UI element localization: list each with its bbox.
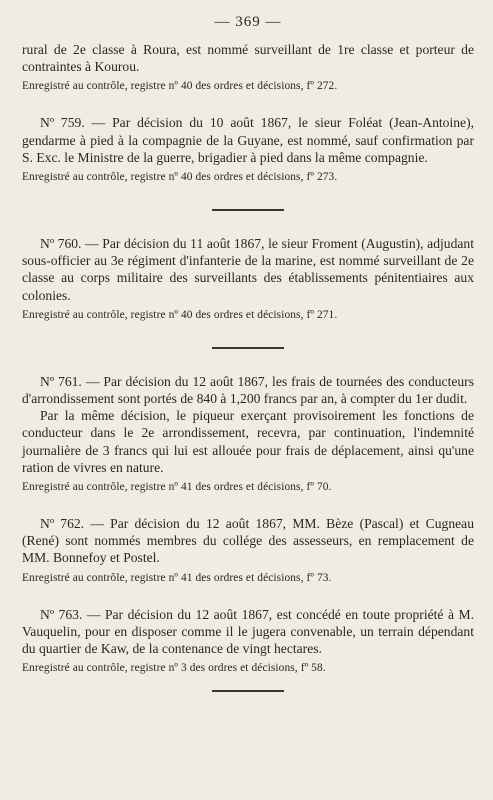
registration-note: Enregistré au contrôle, registre nº 3 des ordres et décisions, fº 58. — [22, 662, 326, 675]
spacer — [22, 586, 474, 606]
registration-note: Enregistré au contrôle, registre nº 41 des ordres et décisions, fº 70. — [22, 481, 332, 494]
entry-text: Nº 760. — Par décision du 11 août 1867, le sieur Froment (Augustin), adjudant sous-officier au 3e régiment d'infanterie de la marine, est nommé surveillant de 2e classe au corps militaire des surveillants des établissements pénitentiaires aux colonies. — [22, 236, 474, 303]
section-divider — [212, 347, 284, 349]
entry-text-continuation: Par la même décision, le piqueur exerçant provisoirement les fonctions de conducteur dans le 2e arrondissement, recevra, par continuation, l'indemnité journalière de 3 francs qui lui est allouée pour frais de déplacement, ainsi qu'une ration de vivres en nature. — [22, 408, 474, 475]
section-divider — [212, 209, 284, 211]
page-number: — 369 — — [214, 14, 282, 30]
entry-text: Nº 763. — Par décision du 12 août 1867, est concédé en toute propriété à M. Vauquelin, pour en disposer comme il le jugera convenable, un terrain dépendant du quartier de Kaw, de la contenance de vingt hectares. — [22, 606, 474, 657]
entry-763 — [22, 606, 474, 677]
spacer — [22, 495, 474, 515]
entry-762 — [22, 515, 474, 586]
registration-note: Enregistré au contrôle, registre nº 40 des ordres et décisions, fº 272. — [22, 80, 338, 93]
entry-760 — [22, 235, 474, 323]
entry-761 — [22, 373, 474, 495]
entry-759 — [22, 114, 474, 185]
registration-note: Enregistré au contrôle, registre nº 40 des ordres et décisions, fº 271. — [22, 308, 338, 321]
registration-note: Enregistré au contrôle, registre nº 41 des ordres et décisions, fº 73. — [22, 571, 332, 584]
entry-text: Nº 759. — Par décision du 10 août 1867, le sieur Foléat (Jean-Antoine), gendarme à pied à la compagnie de la Guyane, est nommé, sauf confirmation par S. Exc. le Ministre de la guerre, brigadier à pied dans la même compagnie. — [22, 115, 474, 165]
document-page — [22, 14, 474, 716]
spacer — [22, 94, 474, 114]
entry-text: rural de 2e classe à Roura, est nommé surveillant de 1re classe et porteur de contraintes à Kourou. — [22, 42, 474, 75]
registration-note: Enregistré au contrôle, registre nº 40 des ordres et décisions, fº 273. — [22, 171, 338, 184]
entry-continued — [22, 41, 474, 94]
section-divider — [212, 690, 284, 692]
entry-text: Nº 762. — Par décision du 12 août 1867, MM. Bèze (Pascal) et Cugneau (René) sont nommés membres du collége des assesseurs, en remplacement de MM. Bonnefoy et Postel. — [22, 516, 474, 566]
entry-text: Nº 761. — Par décision du 12 août 1867, les frais de tournées des conducteurs d'arrondissement sont portés de 840 à 1,200 francs par an, à compter du 1er dudit. — [22, 373, 474, 407]
